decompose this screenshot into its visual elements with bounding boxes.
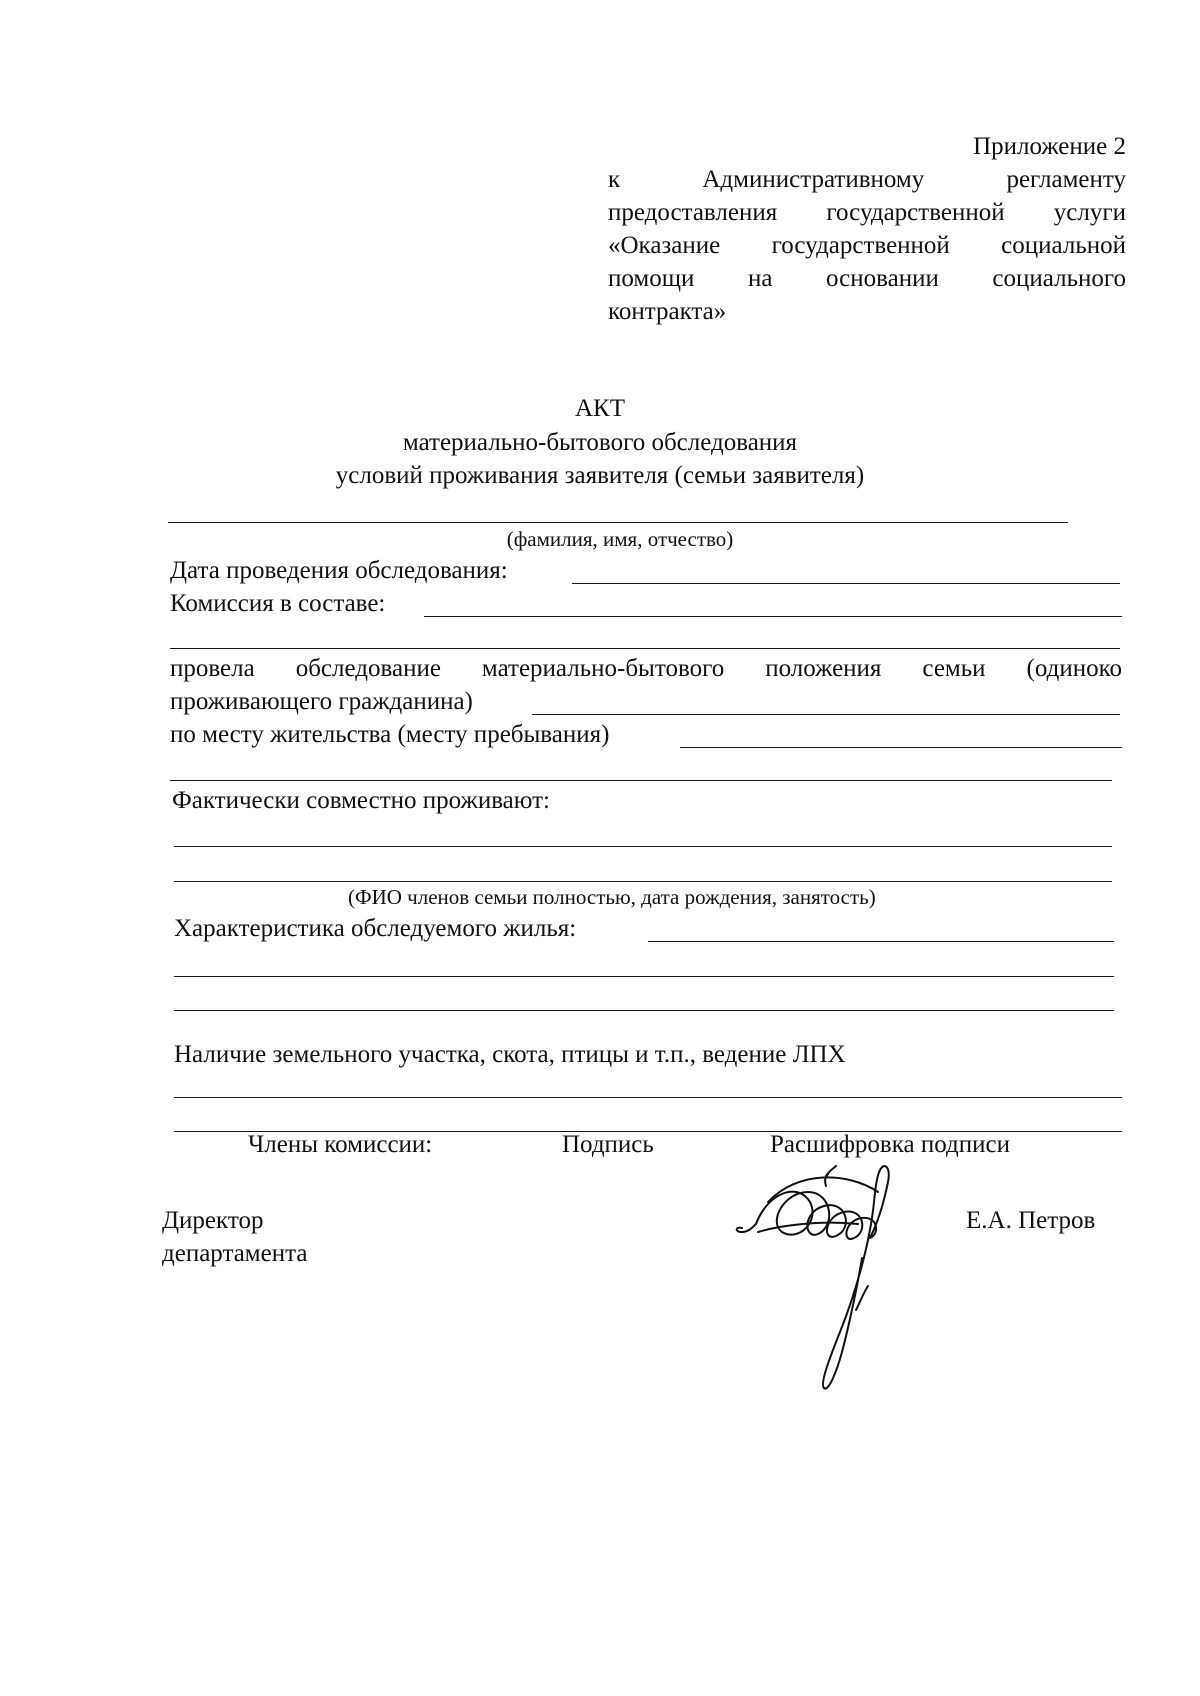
land-label: Наличие земельного участка, скота, птицы и т.п., ведение ЛПХ — [174, 1041, 846, 1068]
cohabit-line-1 — [174, 846, 1112, 847]
conducted-line-1: провела обследование материально-бытового положения семьи (одиноко — [170, 655, 1122, 682]
annex-block — [608, 130, 1126, 328]
residence-line-2 — [170, 780, 1112, 781]
family-caption: (ФИО членов семьи полностью, дата рождения, занятость) — [348, 885, 876, 909]
residence-line — [680, 747, 1122, 748]
survey-date-label: Дата проведения обследования: — [170, 557, 508, 584]
annex-line-2: предоставления государственной услуги — [608, 199, 1126, 226]
annex-line-3: «Оказание государственной социальной — [608, 232, 1126, 259]
handwritten-signature — [728, 1162, 958, 1392]
col-members: Члены комиссии: — [248, 1131, 433, 1158]
annex-line-4: помощи на основании социального — [608, 265, 1126, 292]
cohabit-line-2 — [174, 881, 1112, 882]
annex-line-5: контракта» — [608, 298, 727, 325]
cohabit-label: Фактически совместно проживают: — [172, 787, 550, 814]
housing-line-2 — [174, 976, 1114, 977]
residence-label: по месту жительства (месту пребывания) — [170, 721, 610, 748]
signer-name: Е.А. Петров — [966, 1207, 1096, 1234]
commission-label: Комиссия в составе: — [170, 590, 386, 617]
housing-line-3 — [174, 1010, 1114, 1011]
fio-caption: (фамилия, имя, отчество) — [506, 527, 734, 551]
act-subtitle-1: материально-бытового обследования — [402, 429, 798, 456]
housing-line — [648, 941, 1114, 942]
commission-line-2 — [170, 648, 1120, 649]
land-line-1 — [174, 1097, 1122, 1098]
conducted-line — [532, 714, 1120, 715]
act-title: АКТ — [575, 395, 625, 422]
col-decoding: Расшифровка подписи — [770, 1131, 1010, 1158]
act-subtitle-2: условий проживания заявителя (семьи заявителя) — [335, 462, 865, 489]
annex-line-1: к Административному регламенту — [608, 166, 1126, 193]
commission-line — [424, 616, 1122, 617]
col-signature: Подпись — [562, 1131, 654, 1158]
annex-title: Приложение 2 — [973, 133, 1126, 160]
position-line-2: департамента — [162, 1240, 308, 1267]
survey-date-line — [572, 583, 1120, 584]
conducted-line-2: проживающего гражданина) — [170, 688, 473, 715]
housing-label: Характеристика обследуемого жилья: — [174, 915, 577, 942]
position-line-1: Директор — [162, 1207, 264, 1234]
fio-line — [168, 522, 1068, 523]
